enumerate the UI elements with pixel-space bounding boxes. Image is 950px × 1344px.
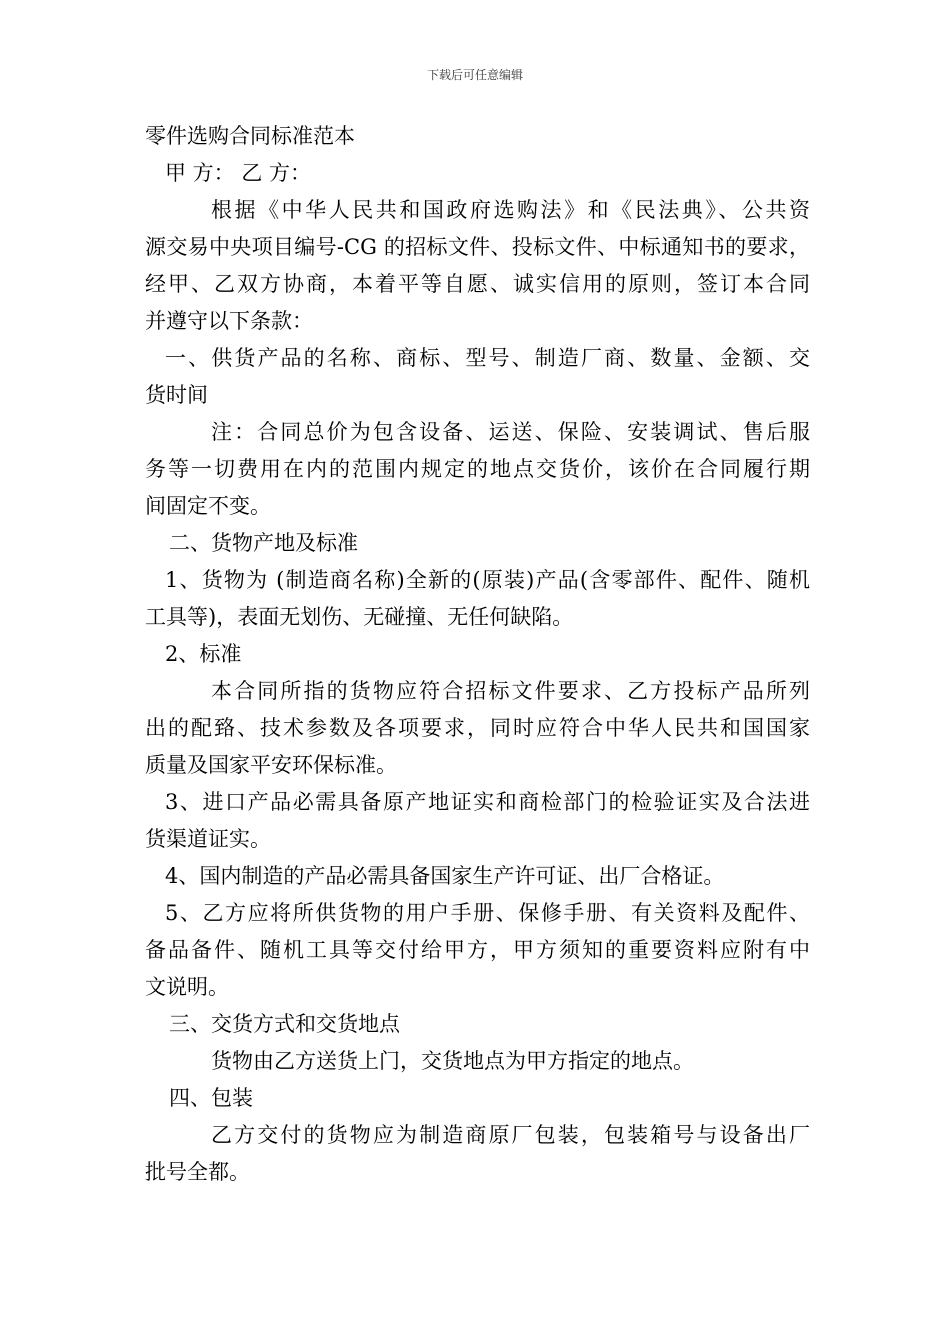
item-2-body-line-3: 质量及国家平安环保标准。 xyxy=(145,753,397,777)
section-4-body-line-1: 乙方交付的货物应为制造商原厂包装，包装箱号与设备出厂 xyxy=(211,1123,810,1147)
item-2-body-line-2: 出的配臵、技术参数及各项要求，同时应符合中华人民共和国国家 xyxy=(145,716,810,740)
item-1-line-2: 工具等)，表面无划伤、无碰撞、无任何缺陷。 xyxy=(145,605,574,629)
intro-line-2: 源交易中央项目编号-CG 的招标文件、投标文件、中标通知书的要求， xyxy=(145,235,810,259)
item-1-line-1: 1、货物为 (制造商名称)全新的(原装)产品(含零部件、配件、随机 xyxy=(165,568,810,592)
note-1-line-1: 注：合同总价为包含设备、运送、保险、安装调试、售后服 xyxy=(211,420,810,444)
intro-line-1: 根据《中华人民共和国政府选购法》和《民法典》、公共资 xyxy=(211,198,810,222)
intro-line-3: 经甲、乙双方协商，本着平等自愿、诚实信用的原则，签订本合同 xyxy=(145,272,810,296)
document-title: 零件选购合同标准范本 xyxy=(145,124,355,148)
item-3-line-2: 货渠道证实。 xyxy=(145,827,271,851)
item-5-line-3: 文说明。 xyxy=(145,975,229,999)
item-5-line-1: 5、乙方应将所供货物的用户手册、保修手册、有关资料及配件、 xyxy=(165,901,810,925)
section-4-heading: 四、包装 xyxy=(169,1086,253,1110)
item-2-body-line-1: 本合同所指的货物应符合招标文件要求、乙方投标产品所列 xyxy=(211,679,810,703)
item-2-title: 2、标准 xyxy=(165,642,242,666)
section-4-body-line-2: 批号全都。 xyxy=(145,1160,250,1184)
section-3-body: 货物由乙方送货上门，交货地点为甲方指定的地点。 xyxy=(211,1049,694,1073)
section-2-heading: 二、货物产地及标准 xyxy=(169,531,358,555)
item-4: 4、国内制造的产品必需具备国家生产许可证、出厂合格证。 xyxy=(165,864,725,888)
document-body xyxy=(145,118,810,1191)
section-1-heading-line-1: 一、供货产品的名称、商标、型号、制造厂商、数量、金额、交 xyxy=(165,346,810,370)
section-3-heading: 三、交货方式和交货地点 xyxy=(169,1012,400,1036)
page-header-note: 下载后可任意编辑 xyxy=(426,68,523,82)
item-3-line-1: 3、进口产品必需具备原产地证实和商检部门的检验证实及合法进 xyxy=(165,790,810,814)
parties-line: 甲 方： 乙 方： xyxy=(165,161,312,185)
note-1-line-2: 务等一切费用在内的范围内规定的地点交货价，该价在合同履行期 xyxy=(145,457,810,481)
item-5-line-2: 备品备件、随机工具等交付给甲方，甲方须知的重要资料应附有中 xyxy=(145,938,810,962)
section-1-heading-line-2: 货时间 xyxy=(145,383,208,407)
note-1-line-3: 间固定不变。 xyxy=(145,494,271,518)
intro-line-4: 并遵守以下条款： xyxy=(145,309,313,333)
